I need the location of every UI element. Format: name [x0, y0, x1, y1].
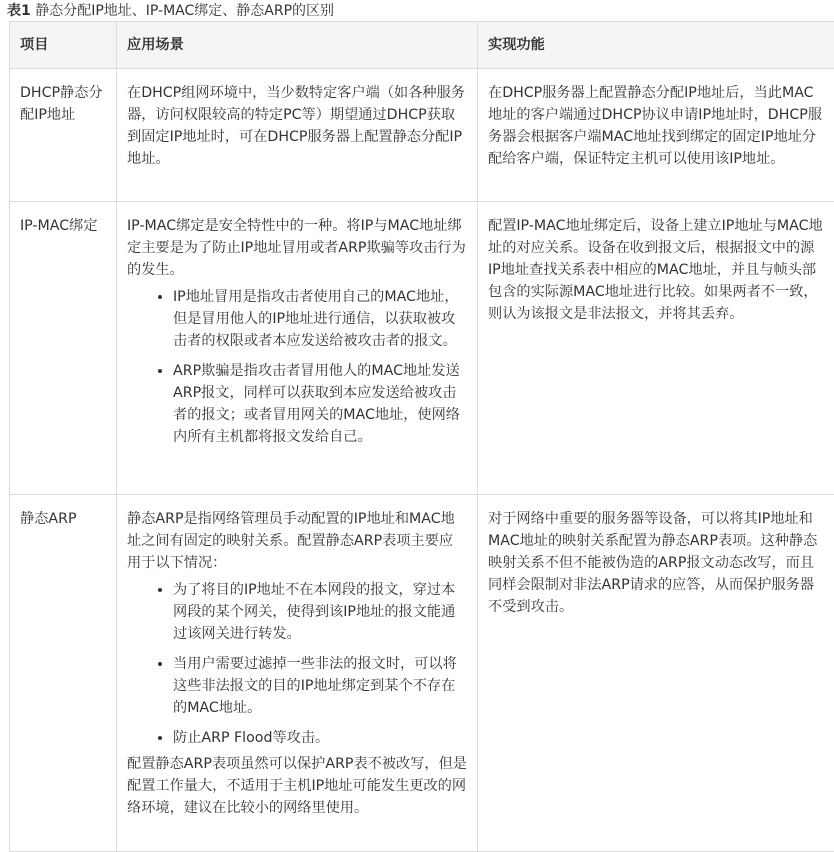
table-caption	[7, 2, 334, 20]
header-scenario: 应用场景	[117, 22, 478, 69]
row-scenario-cell	[117, 202, 478, 495]
comparison-table	[9, 21, 834, 852]
scenario-bullet-list	[127, 286, 467, 448]
scenario-note: 配置静态ARP表项虽然可以保护ARP表不被改写，但是配置工作量大，不适用于主机IP地址可能发生更改的网络环境，建议在比较小的网络里使用。	[127, 756, 467, 816]
row-scenario-cell	[117, 495, 478, 852]
scenario-text: 静态ARP是指网络管理员手动配置的IP地址和MAC地址之间有固定的映射关系。配置静态ARP表项主要应用于以下情况：	[127, 511, 455, 571]
header-function: 实现功能	[478, 22, 834, 69]
scenario-bullet-list	[127, 579, 467, 749]
table-row	[10, 495, 834, 852]
list-item: • IP地址冒用是指攻击者使用自己的MAC地址，但是冒用他人的IP地址进行通信，以获取被攻击者的权限或者本应发送给被攻击者的报文。	[173, 286, 467, 352]
caption-label: 表1	[7, 3, 31, 19]
row-item-cell: IP-MAC绑定	[10, 202, 117, 495]
row-function-cell: 在DHCP服务器上配置静态分配IP地址后，当此MAC地址的客户端通过DHCP协议申请IP地址时，DHCP服务器会根据客户端MAC地址找到绑定的固定IP地址分配给客户端，保证特定主机可以使用该IP地址。	[478, 69, 834, 202]
row-scenario-cell	[117, 69, 478, 202]
scenario-text: 在DHCP组网环境中，当少数特定客户端（如各种服务器，访问权限较高的特定PC等）期望通过DHCP获取到固定IP地址时，可在DHCP服务器上配置静态分配IP地址。	[127, 85, 465, 167]
table-header-row	[10, 22, 834, 69]
row-function-cell: 配置IP-MAC地址绑定后，设备上建立IP地址与MAC地址的对应关系。设备在收到报文后，根据报文中的源IP地址查找关系表中相应的MAC地址，并且与帧头部包含的实际源MAC地址进行比较。如果两者不一致，则认为该报文是非法报文，并将其丢弃。	[478, 202, 834, 495]
table-row	[10, 202, 834, 495]
list-item: • 当用户需要过滤掉一些非法的报文时，可以将这些非法报文的目的IP地址绑定到某个不存在的MAC地址。	[173, 653, 467, 719]
header-item: 项目	[10, 22, 117, 69]
caption-text: 静态分配IP地址、IP-MAC绑定、静态ARP的区别	[35, 3, 335, 19]
list-item: • 防止ARP Flood等攻击。	[173, 727, 467, 749]
table-row	[10, 69, 834, 202]
list-item: • 为了将目的IP地址不在本网段的报文，穿过本网段的某个网关，使得到该IP地址的报文能通过该网关进行转发。	[173, 579, 467, 645]
row-item-cell: DHCP静态分配IP地址	[10, 69, 117, 202]
scenario-text: IP-MAC绑定是安全特性中的一种。将IP与MAC地址绑定主要是为了防止IP地址冒用或者ARP欺骗等攻击行为的发生。	[127, 218, 466, 278]
list-item: • ARP欺骗是指攻击者冒用他人的MAC地址发送ARP报文，同样可以获取到本应发送给被攻击者的报文；或者冒用网关的MAC地址，使网络内所有主机都将报文发给自己。	[173, 360, 467, 448]
row-item-cell: 静态ARP	[10, 495, 117, 852]
row-function-cell: 对于网络中重要的服务器等设备，可以将其IP地址和MAC地址的映射关系配置为静态ARP表项。这种静态映射关系不但不能被伪造的ARP报文动态改写，而且同样会限制对非法ARP请求的应答，从而保护服务器不受到攻击。	[478, 495, 834, 852]
